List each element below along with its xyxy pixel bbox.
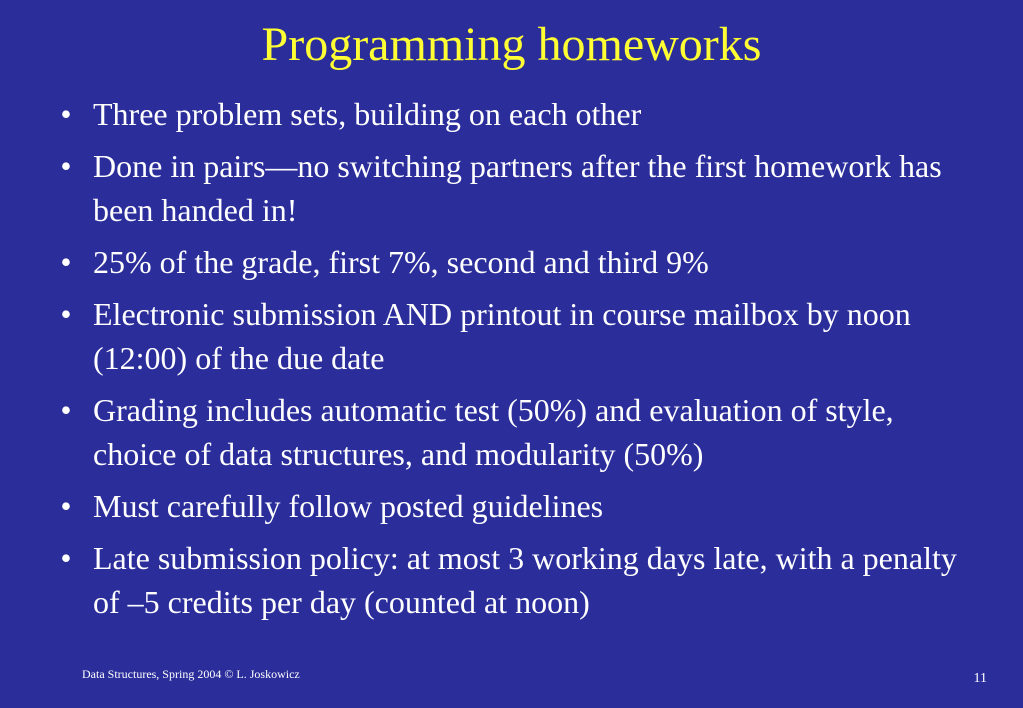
bullet-item (50, 292, 980, 380)
bullet-item (50, 484, 980, 528)
bullet-item (50, 536, 980, 624)
bullet-text: Must carefully follow posted guidelines (93, 488, 604, 524)
bullet-icon: • (60, 96, 72, 132)
slide-footer: Data Structures, Spring 2004 © L. Joskowicz (82, 667, 300, 681)
bullet-icon: • (60, 148, 72, 184)
bullet-text: Late submission policy: at most 3 working days late, with a penalty of –5 credits per day (counted at noon) (93, 540, 957, 620)
bullet-text: Three problem sets, building on each other (93, 96, 642, 132)
bullet-icon: • (60, 244, 72, 280)
page-number: 11 (973, 671, 987, 686)
bullet-list (50, 92, 980, 632)
bullet-icon: • (60, 296, 72, 332)
bullet-text: Done in pairs—no switching partners after the first homework has been handed in! (93, 148, 942, 228)
slide-title: Programming homeworks (261, 18, 762, 71)
bullet-item (50, 92, 980, 136)
bullet-item (50, 240, 980, 284)
bullet-text: Grading includes automatic test (50%) and evaluation of style, choice of data structures, and modularity (50%) (93, 392, 894, 472)
bullet-text: Electronic submission AND printout in course mailbox by noon (12:00) of the due date (93, 296, 911, 376)
bullet-item (50, 144, 980, 232)
bullet-item (50, 388, 980, 476)
bullet-icon: • (60, 392, 72, 428)
bullet-icon: • (60, 540, 72, 576)
bullet-text: 25% of the grade, first 7%, second and third 9% (93, 244, 709, 280)
bullet-icon: • (60, 488, 72, 524)
